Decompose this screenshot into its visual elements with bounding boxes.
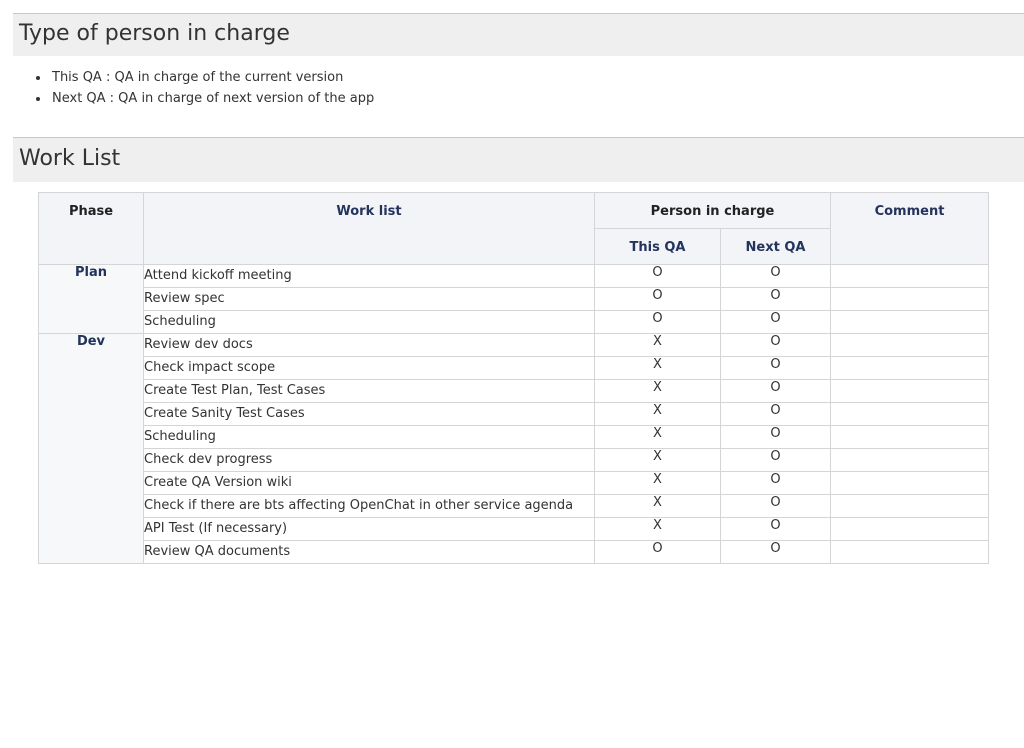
comment-cell xyxy=(831,541,989,564)
this-qa-cell: X xyxy=(595,380,721,403)
section-heading-person-type: Type of person in charge xyxy=(13,13,1024,56)
table-row xyxy=(39,357,989,380)
task-cell: Review QA documents xyxy=(144,541,595,564)
next-qa-cell: O xyxy=(721,541,831,564)
header-comment: Comment xyxy=(831,193,989,265)
phase-cell: Plan xyxy=(39,265,144,334)
table-row xyxy=(39,334,989,357)
next-qa-cell: O xyxy=(721,426,831,449)
this-qa-cell: X xyxy=(595,472,721,495)
list-item-text: This QA : QA in charge of the current version xyxy=(52,70,344,85)
table-row xyxy=(39,288,989,311)
next-qa-cell: O xyxy=(721,288,831,311)
task-cell: Review dev docs xyxy=(144,334,595,357)
task-cell: Check dev progress xyxy=(144,449,595,472)
table-row xyxy=(39,265,989,288)
next-qa-cell: O xyxy=(721,357,831,380)
task-cell: Review spec xyxy=(144,288,595,311)
header-this-qa: This QA xyxy=(595,229,721,265)
comment-cell xyxy=(831,426,989,449)
task-cell: Create Test Plan, Test Cases xyxy=(144,380,595,403)
this-qa-cell: X xyxy=(595,357,721,380)
bullet-icon xyxy=(36,97,40,101)
task-cell: Create QA Version wiki xyxy=(144,472,595,495)
next-qa-cell: O xyxy=(721,403,831,426)
phase-cell: Dev xyxy=(39,334,144,564)
table-body xyxy=(39,265,989,564)
comment-cell xyxy=(831,403,989,426)
next-qa-cell: O xyxy=(721,334,831,357)
header-phase: Phase xyxy=(39,193,144,265)
list-item-text: Next QA : QA in charge of next version of the app xyxy=(52,91,375,106)
next-qa-cell: O xyxy=(721,495,831,518)
this-qa-cell: O xyxy=(595,541,721,564)
table-row xyxy=(39,449,989,472)
table-row xyxy=(39,426,989,449)
table-row xyxy=(39,518,989,541)
comment-cell xyxy=(831,495,989,518)
this-qa-cell: O xyxy=(595,265,721,288)
task-cell: Create Sanity Test Cases xyxy=(144,403,595,426)
task-cell: Scheduling xyxy=(144,311,595,334)
task-cell: Attend kickoff meeting xyxy=(144,265,595,288)
task-cell: Check impact scope xyxy=(144,357,595,380)
section-heading-work-list: Work List xyxy=(13,137,1024,182)
this-qa-cell: X xyxy=(595,495,721,518)
task-cell: API Test (If necessary) xyxy=(144,518,595,541)
next-qa-cell: O xyxy=(721,518,831,541)
list-item xyxy=(34,88,374,109)
next-qa-cell: O xyxy=(721,265,831,288)
next-qa-cell: O xyxy=(721,311,831,334)
this-qa-cell: X xyxy=(595,403,721,426)
bullet-icon xyxy=(36,76,40,80)
list-item xyxy=(34,67,374,88)
this-qa-cell: O xyxy=(595,288,721,311)
table-row xyxy=(39,380,989,403)
comment-cell xyxy=(831,472,989,495)
header-person-in-charge: Person in charge xyxy=(595,193,831,229)
table-row xyxy=(39,311,989,334)
comment-cell xyxy=(831,380,989,403)
comment-cell xyxy=(831,311,989,334)
this-qa-cell: X xyxy=(595,518,721,541)
header-next-qa: Next QA xyxy=(721,229,831,265)
next-qa-cell: O xyxy=(721,472,831,495)
comment-cell xyxy=(831,265,989,288)
comment-cell xyxy=(831,288,989,311)
work-list-table xyxy=(38,192,989,564)
next-qa-cell: O xyxy=(721,380,831,403)
this-qa-cell: X xyxy=(595,449,721,472)
comment-cell xyxy=(831,357,989,380)
task-cell: Check if there are bts affecting OpenChat in other service agenda xyxy=(144,495,595,518)
header-work-list: Work list xyxy=(144,193,595,265)
this-qa-cell: X xyxy=(595,426,721,449)
comment-cell xyxy=(831,518,989,541)
comment-cell xyxy=(831,449,989,472)
table-row xyxy=(39,495,989,518)
task-cell: Scheduling xyxy=(144,426,595,449)
table-row xyxy=(39,403,989,426)
person-type-list xyxy=(34,67,374,109)
this-qa-cell: X xyxy=(595,334,721,357)
next-qa-cell: O xyxy=(721,449,831,472)
this-qa-cell: O xyxy=(595,311,721,334)
table-row xyxy=(39,472,989,495)
table-row xyxy=(39,541,989,564)
comment-cell xyxy=(831,334,989,357)
